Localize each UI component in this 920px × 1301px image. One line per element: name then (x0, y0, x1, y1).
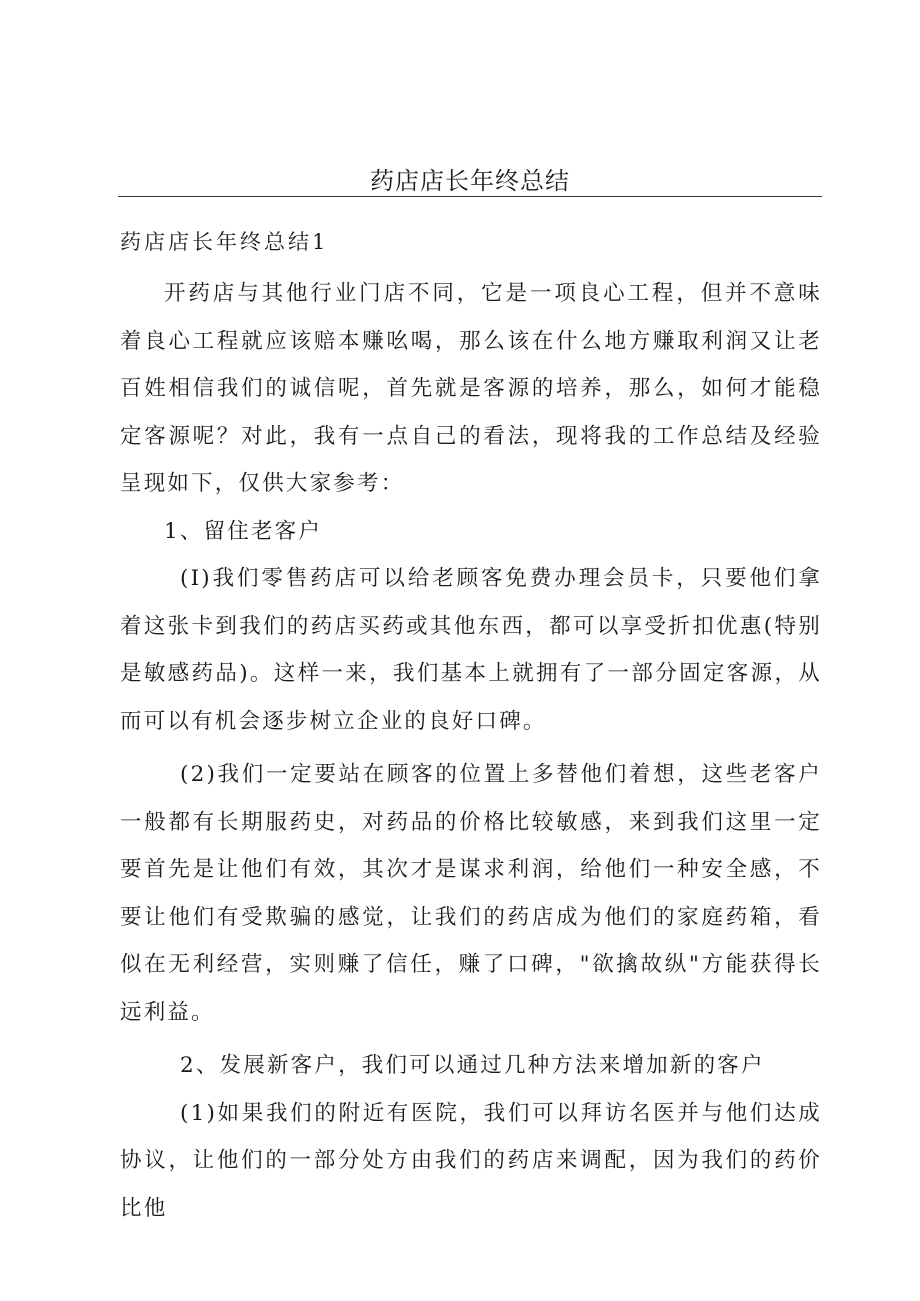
heading-retain-old-customers: 1、留住老客户 (164, 518, 323, 544)
paragraph-intro: 开药店与其他行业门店不同，它是一项良心工程，但并不意味着良心工程就应该赔本赚吆喝，那么该在什么地方赚取利润又让老百姓相信我们的诚信呢，首先就是客源的培养，那么，如何才能稳定客源呢？对此，我有一点自己的看法，现将我的工作总结及经验呈现如下，仅供大家参考： (120, 281, 822, 496)
document-body (120, 270, 822, 1232)
title-underline (118, 196, 822, 197)
paragraph-hospital-cooperation: (1)如果我们的附近有医院，我们可以拜访名医并与他们达成协议，让他们的一部分处方由我们的药店来调配，因为我们的药价比他 (120, 1100, 822, 1221)
paragraph-customer-care: (2)我们一定要站在顾客的位置上多替他们着想，这些老客户一般都有长期服药史，对药品的价格比较敏感，来到我们这里一定要首先是让他们有效，其次才是谋求利润，给他们一种安全感，不要让他们有受欺骗的感觉，让我们的药店成为他们的家庭药箱，看似在无利经营，实则赚了信任，赚了口碑，"欲擒故纵"方能获得长远利益。 (120, 762, 822, 1025)
document-title: 药店店长年终总结 (370, 167, 570, 195)
heading-develop-new-customers: 2、发展新客户，我们可以通过几种方法来增加新的客户 (180, 1053, 765, 1078)
paragraph-membership-card: (I)我们零售药店可以给老顾客免费办理会员卡，只要他们拿着这张卡到我们的药店买药或其他东西，都可以享受折扣优惠(特别是敏感药品)。这样一来，我们基本上就拥有了一部分固定客源，从而可以有机会逐步树立企业的良好口碑。 (120, 566, 822, 734)
section-heading: 药店店长年终总结1 (120, 230, 329, 254)
